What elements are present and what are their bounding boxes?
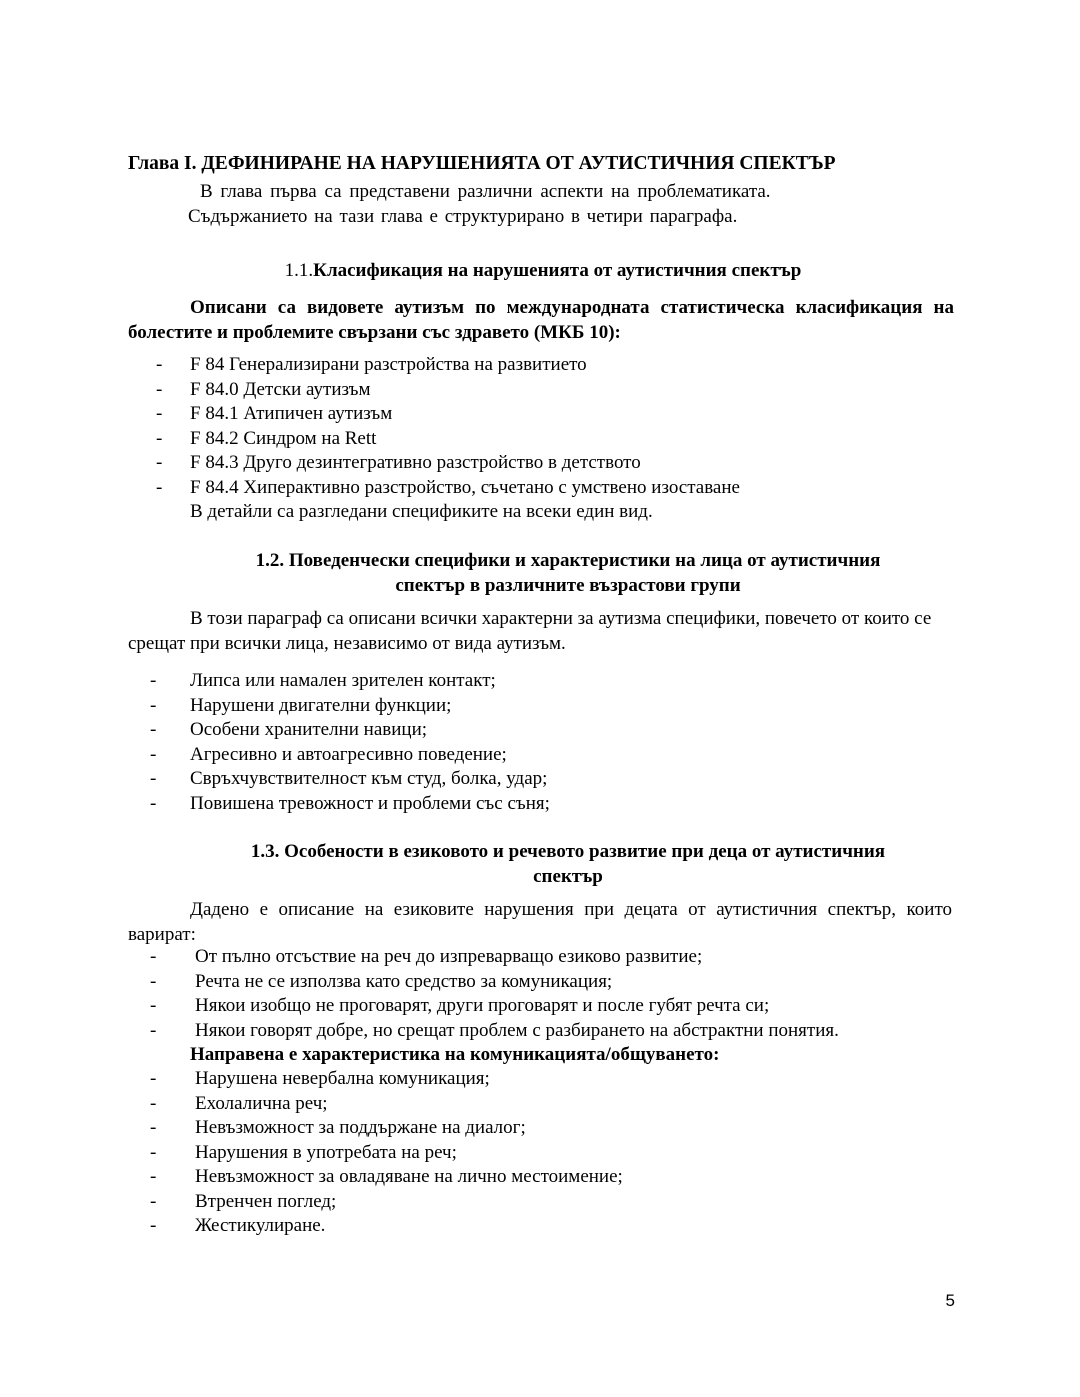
dash-marker: -: [156, 378, 163, 400]
dash-marker: -: [156, 427, 163, 449]
section-2-title-line-2: спектър в различните възрастови групи: [395, 574, 741, 596]
dash-marker: -: [150, 1019, 157, 1041]
section-3-title-line-2: спектър: [533, 865, 603, 887]
dash-marker: -: [156, 476, 163, 498]
communication-subheading: Направена е характеристика на комуникацията/общуването:: [190, 1044, 720, 1065]
section-3-paragraph: Дадено е описание на езиковите нарушения при децата от аутистичния спектър, които варират:: [128, 899, 952, 945]
section-2-heading: [190, 549, 946, 598]
dash-marker: -: [150, 1092, 157, 1114]
intro-line-1: В глава първа са представени различни аспекти на проблематиката.: [200, 181, 771, 202]
dash-marker: -: [150, 670, 157, 691]
dash-marker: -: [156, 452, 163, 473]
dash-marker: -: [150, 1141, 157, 1163]
dash-marker: -: [156, 354, 163, 375]
section-2-paragraph: В този параграф са описани всички характерни за аутизма специфики, повечето от които се срещат при всички лица, независимо от вида аутизъм.: [128, 608, 932, 654]
section-1-description: Описани са видовете аутизъм по международната статистическа класификация на болестите и проблемите свързани със здравето (МКБ 10):: [128, 297, 954, 343]
document-page: Глава I. ДЕФИНИРАНЕ НА НАРУШЕНИЯТА ОТ АУТИСТИЧНИЯ СПЕКТЪР В глава първа са представени различни аспекти на проблематиката. Съдържанието на тази глава е структурирано в четири параграфа. 1.1.Класификация на нарушенията от аутистичния спектър Описани са видовете аутизъм по международната статистическа класификация на болестите и проблемите свързани със здравето (МКБ 10): - F 84 Генерализирани разстройства на развитието - F 84.0 Детски аутизъм - F 84.1 Атипичен аутизъм - F 84.2 Синдром на Rett - F 84.3 Друго дезинтегративно разстройство в детството - F 84.4 Хиперактивно разстройство, съчетано с умствено изоставане В детайли са разгледани спецификите на всеки един вид. 1.2. Поведенчески специфики и характеристики на лица от аутистичния спектър в различните възрастови групи В този параграф са описани всички характерни за аутизма специфики, повечето от които се срещат при всички лица, независимо от вида аутизъм. - Липса или намален зрителен контакт; - Нарушени двигателни функции; - Особени хранителни навици; - Агресивно и автоагресивно поведение; - Свръхчувствителност към студ, болка, удар; - Повишена тревожност и проблеми със съня; 1.3. Особености в езиковото и речевото развитие при деца от аутистичния спектър Дадено е описание на езиковите нарушения при децата от аутистичния спектър, които варират: - От пълно отсъствие на реч до изпреварващо езиково развитие; - Речта не се използва като средство за комуникация; - Някои изобщо не проговарят, други проговарят и после губят речта си; - Някои говорят добре, но срещат проблем с разбирането на абстрактни понятия. Направена е характеристика на комуникацията/общуването: - Нарушена невербална комуникация; - Ехолалична реч; - Невъзможност за поддържане на диалог; - Нарушения в употребата на реч; - Невъзможност за овладяване на лично местоимение; - Втренчен поглед; - Жестикулиране. 5: [0, 0, 1080, 1397]
section-1-title: Класификация на нарушенията от аутистичния спектър: [313, 260, 802, 281]
intro-line-2: Съдържанието на тази глава е структурирано в четири параграфа.: [188, 206, 738, 227]
section-1-number: 1.1.: [284, 260, 314, 281]
dash-marker: -: [150, 946, 157, 967]
dash-marker: -: [150, 743, 157, 765]
dash-marker: -: [150, 1215, 157, 1236]
section-3-heading: [190, 840, 946, 889]
dash-marker: -: [150, 694, 157, 716]
dash-marker: -: [150, 792, 157, 814]
section-3-title-line-1: 1.3. Особености в езиковото и речевото развитие при деца от аутистичния: [250, 841, 886, 862]
dash-marker: -: [150, 995, 157, 1016]
dash-marker: -: [150, 1190, 157, 1212]
dash-marker: -: [150, 719, 157, 740]
section-1-closing: В детайли са разгледани спецификите на всеки един вид.: [190, 501, 653, 522]
section-1-heading: [128, 259, 958, 284]
dash-marker: -: [150, 1166, 157, 1187]
section-2-title-line-1: 1.2. Поведенчески специфики и характеристики на лица от аутистичния: [255, 550, 881, 571]
dash-marker: -: [150, 1068, 157, 1089]
chapter-title: Глава I. ДЕФИНИРАНЕ НА НАРУШЕНИЯТА ОТ АУТИСТИЧНИЯ СПЕКТЪР: [128, 153, 836, 174]
dash-marker: -: [156, 403, 163, 424]
dash-marker: -: [150, 768, 157, 789]
page-number: 5: [945, 1291, 955, 1310]
dash-marker: -: [150, 970, 157, 992]
dash-marker: -: [150, 1117, 157, 1138]
